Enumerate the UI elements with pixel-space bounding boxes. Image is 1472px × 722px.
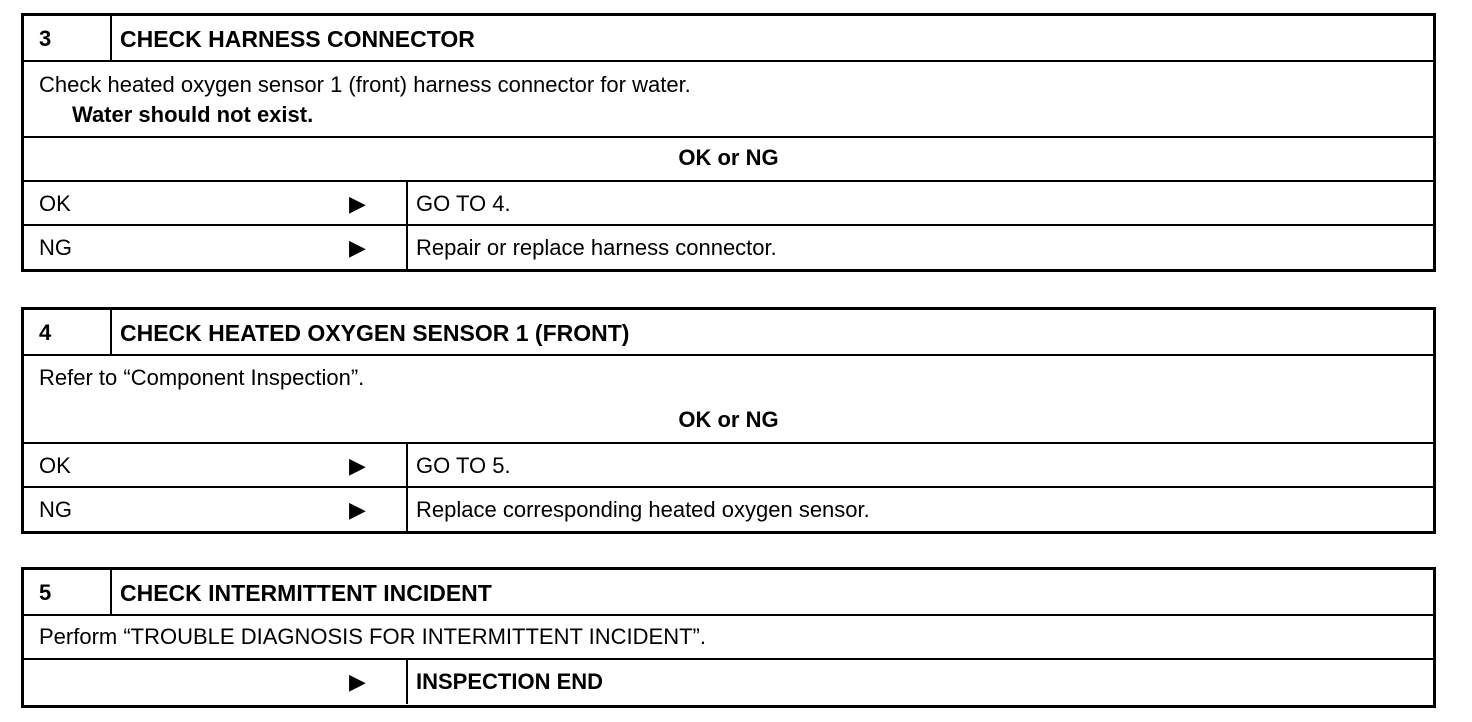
result-action: INSPECTION END [416, 669, 604, 694]
result-action: Replace corresponding heated oxygen sensor. [416, 497, 870, 522]
step-5-box [21, 567, 1436, 708]
triangle-right-icon: ▶ [349, 669, 366, 694]
result-row [24, 226, 1433, 270]
step-header [24, 570, 1433, 616]
result-row [24, 488, 1433, 532]
step-instruction-block [24, 356, 1433, 444]
step-title: CHECK HARNESS CONNECTOR [120, 26, 475, 52]
triangle-right-icon: ▶ [349, 497, 366, 522]
step-title: CHECK HEATED OXYGEN SENSOR 1 (FRONT) [120, 320, 630, 346]
step-instruction: Check heated oxygen sensor 1 (front) harness connector for water. [39, 72, 691, 97]
result-action: GO TO 5. [416, 453, 511, 478]
result-action: Repair or replace harness connector. [416, 235, 777, 260]
step-header [24, 16, 1433, 62]
result-label: NG [39, 235, 72, 260]
step-title: CHECK INTERMITTENT INCIDENT [120, 580, 492, 606]
step-instruction: Refer to “Component Inspection”. [39, 365, 365, 390]
triangle-right-icon: ▶ [349, 191, 366, 216]
ok-or-ng-label: OK or NG [678, 407, 779, 432]
step-4-box [21, 307, 1436, 534]
step-number: 4 [24, 310, 112, 354]
step-instruction: Perform “TROUBLE DIAGNOSIS FOR INTERMITTENT INCIDENT”. [39, 624, 706, 649]
result-row [24, 182, 1433, 226]
result-label: OK [39, 453, 71, 478]
step-number: 3 [24, 16, 112, 60]
result-label: NG [39, 497, 72, 522]
triangle-right-icon: ▶ [349, 235, 366, 260]
result-action: GO TO 4. [416, 191, 511, 216]
step-instruction-block [24, 62, 1433, 138]
step-3-box [21, 13, 1436, 272]
result-row [24, 444, 1433, 488]
ok-or-ng-label: OK or NG [24, 138, 1433, 182]
triangle-right-icon: ▶ [349, 453, 366, 478]
step-header [24, 310, 1433, 356]
step-spec: Water should not exist. [72, 102, 314, 127]
step-instruction-block [24, 616, 1433, 660]
step-number: 5 [24, 570, 112, 614]
result-row [24, 660, 1433, 704]
result-label: OK [39, 191, 71, 216]
